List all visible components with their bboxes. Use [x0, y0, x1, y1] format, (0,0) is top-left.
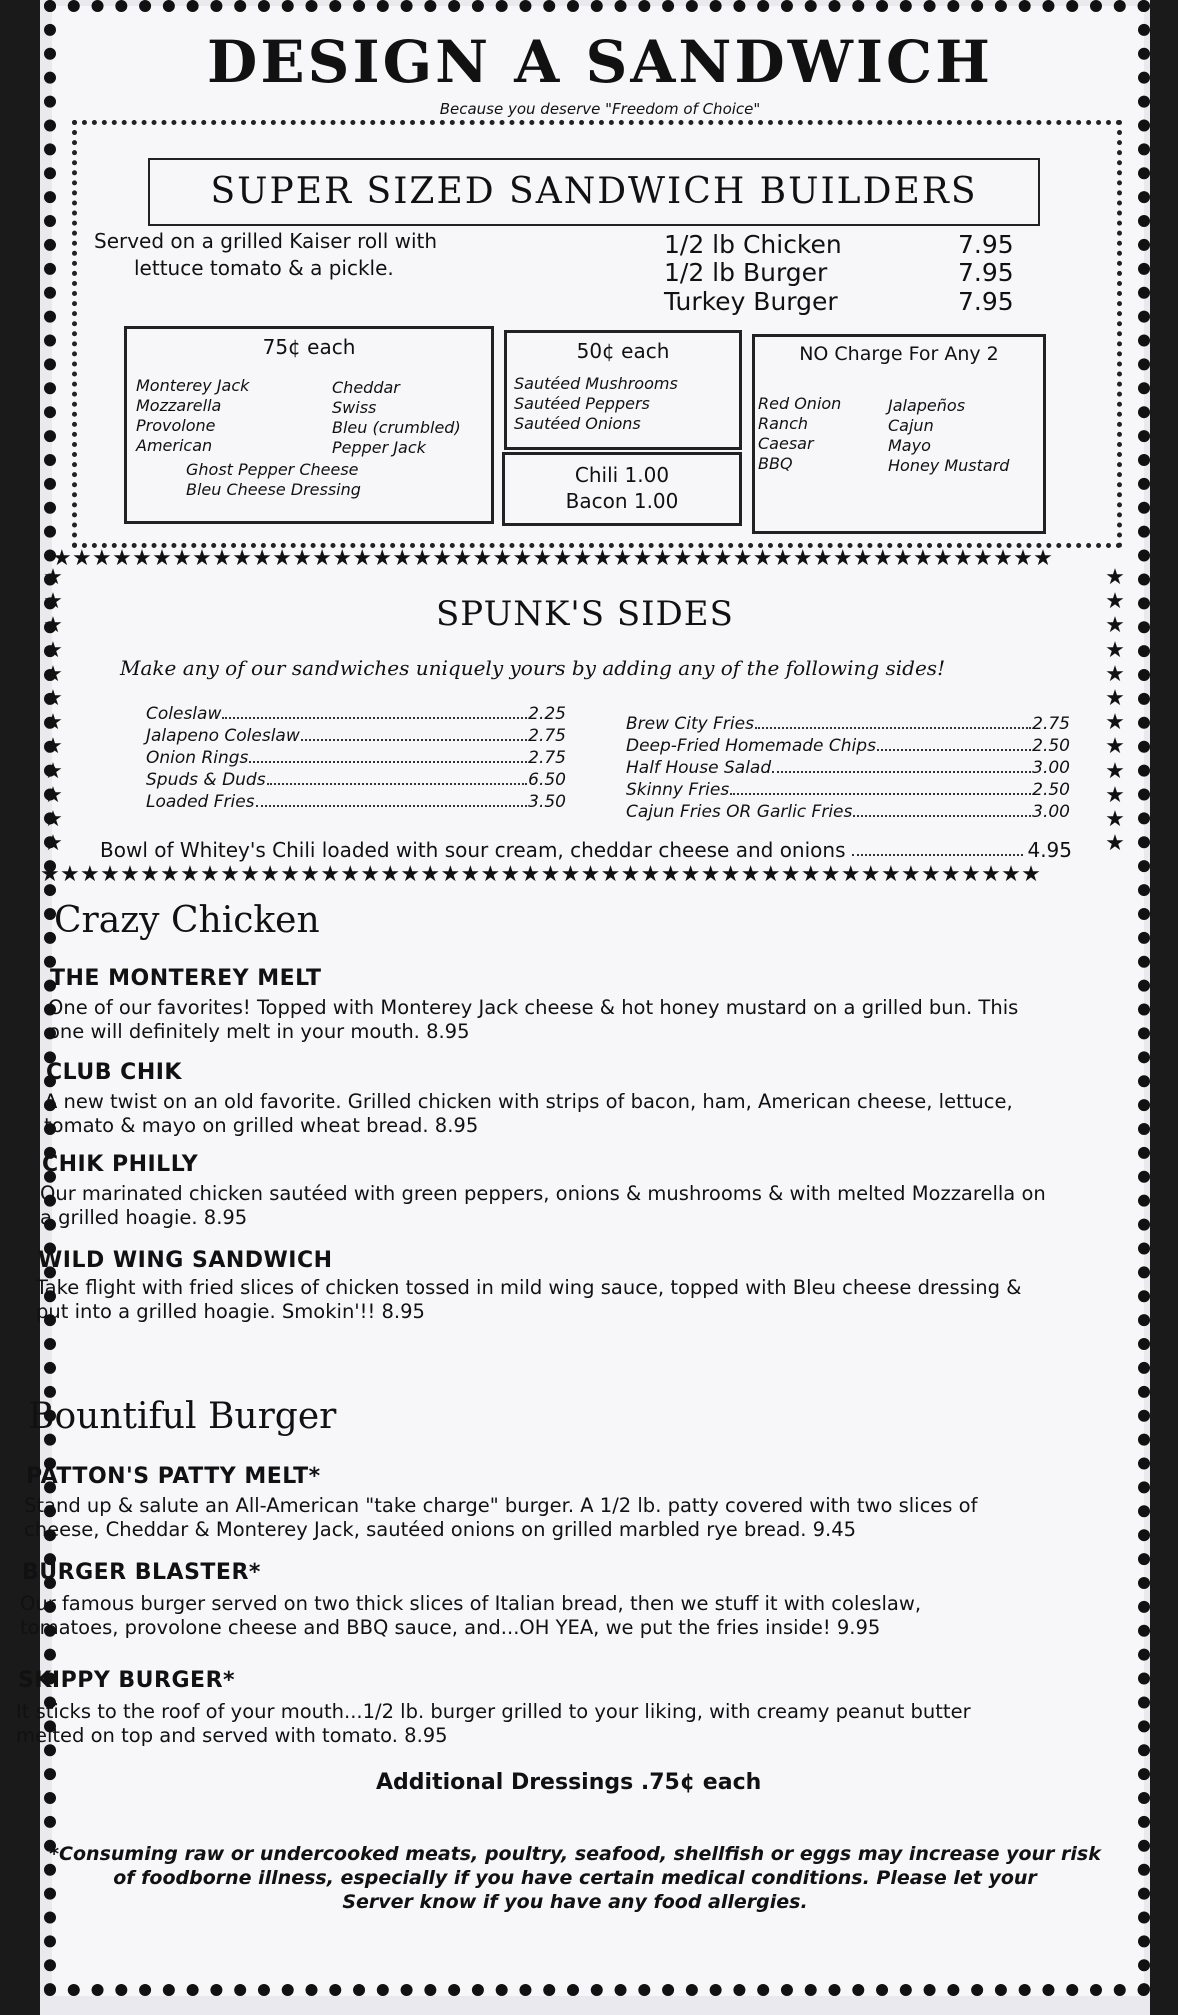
food-safety-disclaimer	[10, 1842, 1140, 1914]
chicken-item-desc	[44, 1090, 1124, 1138]
builder-item	[664, 287, 1014, 316]
chicken-item-name: CHIK PHILLY	[42, 1152, 199, 1177]
burger-item-name: PATTON'S PATTY MELT*	[26, 1464, 321, 1489]
side-price: 6.50	[528, 770, 566, 790]
chili-addon: Chili 1.00	[574, 463, 670, 487]
disclaimer-line: *Consuming raw or undercooked meats, poultry, seafood, shellfish or eggs may increase your risk	[49, 1843, 1101, 1865]
list-item	[146, 748, 566, 768]
side-price: 2.50	[1032, 736, 1070, 756]
side-name: Cajun Fries OR Garlic Fries	[626, 802, 853, 822]
side-price: 3.00	[1032, 802, 1070, 822]
burger-item-name: SKIPPY BURGER*	[18, 1668, 236, 1693]
list-item: Pepper Jack	[332, 438, 426, 457]
side-name: Brew City Fries	[626, 714, 754, 734]
side-name: Jalapeno Coleslaw	[146, 726, 300, 746]
menu-title: DESIGN A SANDWICH	[207, 28, 993, 96]
list-item: Monterey Jack	[136, 376, 250, 395]
list-item: Ranch	[758, 414, 808, 433]
side-price: 3.50	[528, 792, 566, 812]
list-item: Swiss	[332, 398, 377, 417]
stars-border-left: ★ ★ ★ ★ ★ ★ ★ ★ ★ ★ ★ ★	[43, 565, 63, 857]
list-item: American	[136, 436, 213, 455]
chicken-item-name: THE MONTEREY MELT	[50, 966, 322, 991]
builder-item	[664, 230, 1014, 259]
desc-line: melted on top and served with tomato. 8.95	[16, 1724, 448, 1747]
box-75-left-list	[136, 376, 249, 456]
box-no-charge-heading: NO Charge For Any 2	[799, 343, 999, 365]
list-item: Caesar	[758, 434, 814, 453]
box-free-right-list	[888, 396, 1009, 476]
list-item	[626, 714, 1070, 734]
side-price: 2.75	[528, 748, 566, 768]
chili-bowl-name: Bowl of Whitey's Chili loaded with sour cream, cheddar cheese and onions	[100, 838, 846, 862]
desc-line: cheese, Cheddar & Monterey Jack, sautéed onions on grilled marbled rye bread. 9.45	[24, 1518, 857, 1541]
burger-item-desc	[16, 1700, 1126, 1748]
chicken-section-title: Crazy Chicken	[54, 900, 320, 941]
desc-line: A new twist on an old favorite. Grilled chicken with strips of bacon, ham, American cheese, lettuce,	[44, 1090, 1013, 1113]
right-binding-edge	[1150, 0, 1178, 2015]
list-item	[146, 726, 566, 746]
desc-line: Our famous burger served on two thick slices of Italian bread, then we stuff it with coleslaw,	[20, 1592, 922, 1615]
sides-tagline: Make any of our sandwiches uniquely yours by adding any of the following sides!	[120, 656, 946, 680]
desc-line: put into a grilled hoagie. Smokin'!! 8.95	[36, 1300, 425, 1323]
box-free-left-list	[758, 394, 841, 474]
chicken-item-desc	[40, 1182, 1130, 1230]
menu-subtitle: Because you deserve "Freedom of Choice"	[439, 100, 761, 118]
burger-item-desc	[20, 1592, 1120, 1640]
list-item: Red Onion	[758, 394, 842, 413]
chicken-item-name: WILD WING SANDWICH	[38, 1248, 333, 1273]
builder-item-price: 7.95	[958, 287, 1014, 316]
served-line-2: lettuce tomato & a pickle.	[134, 256, 394, 280]
list-item: Mayo	[888, 436, 931, 455]
list-item	[146, 792, 566, 812]
chicken-item-desc	[48, 996, 1128, 1044]
box-50-heading: 50¢ each	[576, 339, 670, 363]
list-item: Sautéed Peppers	[514, 394, 650, 413]
list-item	[626, 780, 1070, 800]
list-item	[626, 802, 1070, 822]
list-item	[626, 758, 1070, 778]
list-item: Bleu Cheese Dressing	[186, 480, 361, 499]
list-item: Sautéed Onions	[514, 414, 641, 433]
box-chili-bacon	[502, 452, 742, 526]
burger-item-desc	[24, 1494, 1124, 1542]
builders-served-text	[94, 228, 437, 282]
list-item: Provolone	[136, 416, 216, 435]
desc-line: Stand up & salute an All-American "take charge" burger. A 1/2 lb. patty covered with two slices of	[24, 1494, 978, 1517]
builder-item	[664, 258, 1014, 287]
list-item	[146, 770, 566, 790]
builder-item-price: 7.95	[958, 230, 1014, 259]
side-price: 2.75	[528, 726, 566, 746]
side-name: Spuds & Duds	[146, 770, 266, 790]
builder-item-name: 1/2 lb Burger	[664, 258, 828, 287]
side-name: Skinny Fries	[626, 780, 730, 800]
desc-line: It sticks to the roof of your mouth...1/2 lb. burger grilled to your liking, with creamy peanut butter	[16, 1700, 971, 1723]
box-50-list	[514, 374, 678, 434]
side-name: Deep-Fried Homemade Chips	[626, 736, 876, 756]
served-line-1: Served on a grilled Kaiser roll with	[94, 229, 438, 253]
list-item: Mozzarella	[136, 396, 222, 415]
list-item: BBQ	[758, 454, 793, 473]
builders-title: SUPER SIZED SANDWICH BUILDERS	[148, 158, 1040, 226]
box-75-right-list	[332, 378, 461, 458]
list-item: Bleu (crumbled)	[332, 418, 461, 437]
stars-border-bottom: ★★★★★★★★★★★★★★★★★★★★★★★★★★★★★★★★★★★★★★★★★★★★★★★★★★	[40, 862, 1042, 887]
desc-line: a grilled hoagie. 8.95	[40, 1206, 248, 1229]
side-name: Loaded Fries	[146, 792, 255, 812]
list-item: Jalapeños	[888, 396, 966, 415]
side-price: 3.00	[1032, 758, 1070, 778]
list-item: Ghost Pepper Cheese	[186, 460, 359, 479]
box-75-bottom-list	[186, 460, 361, 500]
list-item	[626, 736, 1070, 756]
bacon-addon: Bacon 1.00	[565, 489, 679, 513]
list-item: Honey Mustard	[888, 456, 1010, 475]
box-75-heading: 75¢ each	[262, 335, 356, 359]
builder-item-name: 1/2 lb Chicken	[664, 230, 842, 259]
side-name: Coleslaw	[146, 704, 222, 724]
disclaimer-line: Server know if you have any food allergies.	[342, 1891, 808, 1913]
desc-line: Our marinated chicken sautéed with green peppers, onions & mushrooms & with melted Mozzarella on	[40, 1182, 1046, 1205]
builder-item-price: 7.95	[958, 258, 1014, 287]
chili-bowl-price: 4.95	[1027, 838, 1072, 862]
sides-title: SPUNK'S SIDES	[436, 594, 734, 634]
side-price: 2.25	[528, 704, 566, 724]
side-name: Onion Rings	[146, 748, 249, 768]
stars-border-right: ★ ★ ★ ★ ★ ★ ★ ★ ★ ★ ★ ★	[1105, 565, 1125, 857]
burger-item-name: BURGER BLASTER*	[22, 1560, 261, 1585]
list-item: Cheddar	[332, 378, 400, 397]
builder-item-name: Turkey Burger	[664, 287, 838, 316]
list-item	[146, 704, 566, 724]
desc-line: One of our favorites! Topped with Monterey Jack cheese & hot honey mustard on a grilled bun. This	[48, 996, 1019, 1019]
desc-line: one will definitely melt in your mouth. 8.95	[48, 1020, 470, 1043]
desc-line: tomatoes, provolone cheese and BBQ sauce, and...OH YEA, we put the fries inside! 9.95	[20, 1616, 881, 1639]
list-item: Cajun	[888, 416, 934, 435]
desc-line: tomato & mayo on grilled wheat bread. 8.95	[44, 1114, 479, 1137]
side-price: 2.50	[1032, 780, 1070, 800]
disclaimer-line: of foodborne illness, especially if you have certain medical conditions. Please let your	[113, 1867, 1037, 1889]
additional-dressings-note: Additional Dressings .75¢ each	[376, 1770, 762, 1795]
side-name: Half House Salad	[626, 758, 772, 778]
chili-bowl-line	[100, 838, 1072, 862]
burger-section-title: Bountiful Burger	[28, 1396, 337, 1437]
list-item: Sautéed Mushrooms	[514, 374, 678, 393]
desc-line: Take flight with fried slices of chicken tossed in mild wing sauce, topped with Bleu cheese dressing &	[36, 1276, 1022, 1299]
chicken-item-name: CLUB CHIK	[46, 1060, 182, 1085]
chicken-item-desc	[36, 1276, 1136, 1324]
side-price: 2.75	[1032, 714, 1070, 734]
stars-border-top: ★★★★★★★★★★★★★★★★★★★★★★★★★★★★★★★★★★★★★★★★★★★★★★★★★★	[52, 546, 1054, 571]
